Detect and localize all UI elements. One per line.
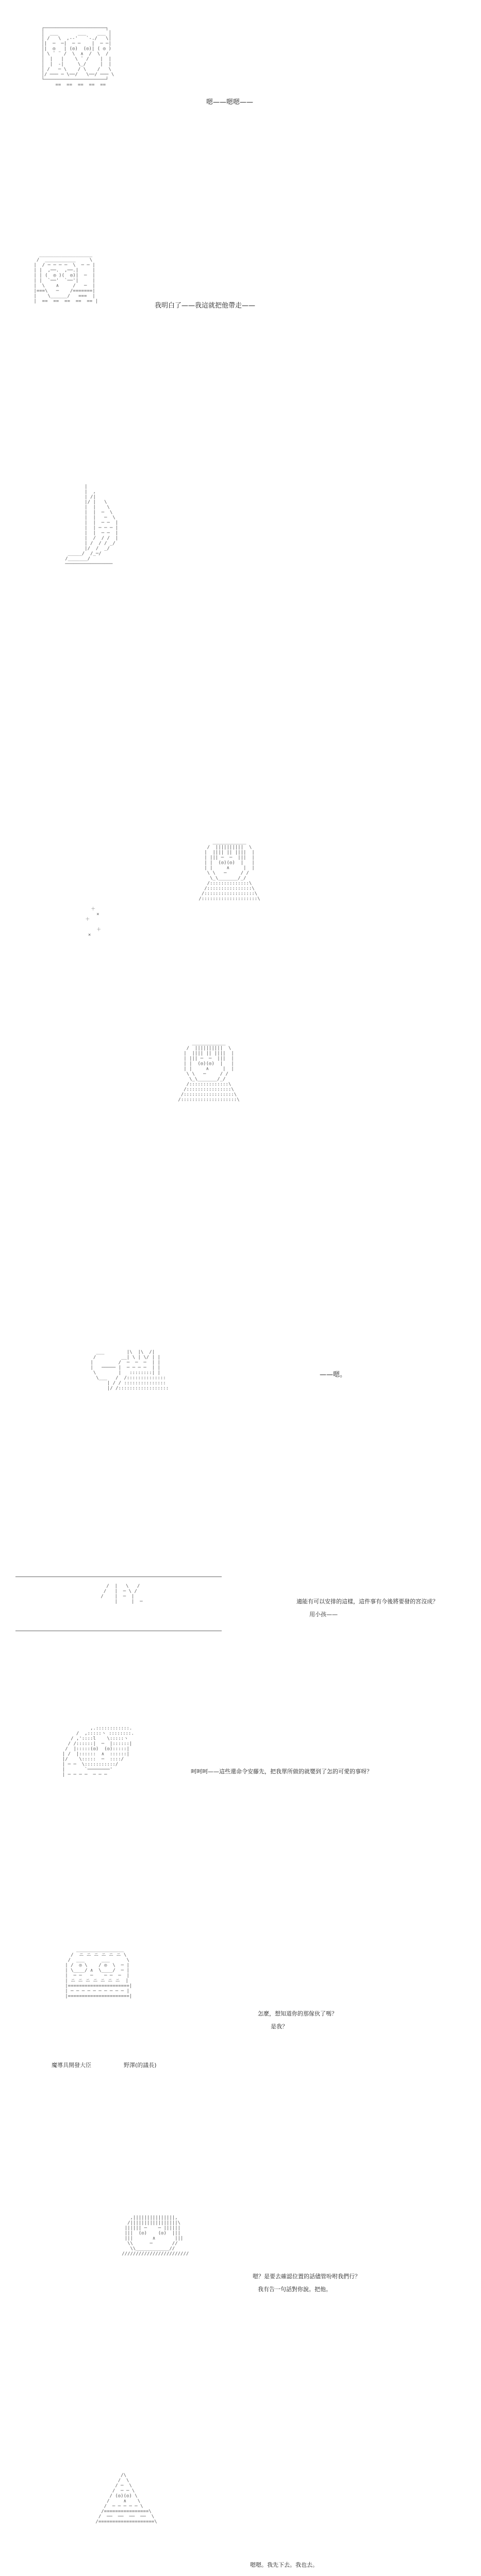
dialogue-line: 嗯嗯。我先下去。我也去。: [250, 2562, 318, 2568]
character-caption: 野澤(的議長): [124, 2062, 157, 2069]
character-caption: 魔導具開發大臣: [52, 2062, 91, 2069]
dialogue-line: ——嗯。: [320, 1371, 347, 1379]
ascii-art-figure: ┌──────────────────────┐ │ ___ ___ ___ │ │ / \ ,--' `-./ \│ │| ─ ─| ─ ─ | ─ ─| │| ◎ | (◎) (◎)| ( ◎ ) │ \ ¨ ¨ / \ ∧ / \ / │ | | \ ¨ / | | │ | ‐| \_/ | | │ / ─ \ / \ / \ │/ ─── ─ \──/ \──/ ─── \ └──────────────────────┘ == == == == ==: [41, 26, 114, 88]
panel-7: [0, 1546, 481, 1705]
ascii-art-figure: ____________ / |||||||||| \ | |||| || |||| | | ||| ─ ─ ||| | | | (◎)(◎) | | | | ∧ | | \ \ ─ / / \_\_______/_/ /::::::::::::::\ /::::::::::::::::\ /::::::::::::::::::\ /::::::::::::::::::::\: [198, 840, 260, 902]
dialogue-line: 嗯——嗯嗯——: [206, 98, 254, 106]
ascii-art-figure: _________________ / ニ ニ ニ ニ ニ ニ \ / ___ ___ \ | / ◎ \ / ◎ \ ─ | | \____/ ∧ \____/ ─ | | ─ ─ ─ ─ ─ ─ | | ニ ニ ニ ニ ニ ニ ニ | |======================| | ─ ─ ─ ─ ─ ─ ─ ─ ─ ─ | |======================|: [65, 1947, 132, 1999]
dialogue-line: 是我？: [271, 2023, 288, 2030]
ascii-art-figure: ___________________ / ___________ \ | / ─ ─ ─ ─ \ ─ ─ | | | ,──. ,──.| | | | ( ◎ )( ◎)| ─ | | | `──' `──'| | | \ ∧ / ─ | |===\ ─ /=======| | \______/ === | | == == == == == |: [34, 252, 98, 304]
panel-6: [0, 1340, 481, 1546]
ascii-art-figure: /\ / \ / ─ \ / ─ ─ \ / (◎)(◎) \ / ∧ \ / ─ ─ ─ ─ ─ \ /================\ / ── ── ── ── \ /====================\: [95, 2473, 157, 2524]
ascii-art-figure: ____________ / |||||||||| \ | |||| || |||| | | ||| ─ ─ ||| | | | (◎)(◎) | | | | ∧ | | \ \ ─ / / \_\_______/_/ /::::::::::::::\ /::::::::::::::::\ /::::::::::::::::::\ /::::::::::::::::::::\: [178, 1041, 240, 1103]
panel-8: [0, 1705, 481, 1922]
panel-2: [0, 216, 481, 474]
panel-3: [0, 474, 481, 804]
dialogue-line: 怎麼，想知道你的那傢伙了嗎？: [258, 2010, 337, 2017]
ascii-art-figure: | | , | /| |/ | \ | | \ | | ─ \ | | ─ \ | | ─ ─ | | | ─ ─ ─ | | | ─ ─ | | / / / | | / / / _/ |/ / _/ _____/ /_─/ /_______/ ─────────────────: [65, 484, 119, 567]
panel-4: [0, 804, 481, 1020]
dialogue-line: 我明白了——我這就把他帶走——: [155, 302, 256, 310]
sparkle-marks: ＋ × ＋ ＋ ×: [85, 907, 102, 938]
dialogue-line: 我有告一句話對你說。把他。: [258, 2286, 331, 2293]
dialogue-line: 嗯？是要去確認位置的話儘管吩咐我們行？: [253, 2273, 360, 2280]
panel-1: [0, 0, 481, 216]
ascii-art-figure: ___ |\ |\ /| / __| \ | \/ | | | / ─ ─ ─ | | | ───── | ─ ─ ─ ─ | | \ | ::::::::| | \___ / /:::::::::::::: | / / ::::::::::::::: |/ /::::::::::::::::::: [90, 1350, 169, 1391]
panel-5: [0, 1020, 481, 1340]
ascii-art-figure: ,|||||||||||||||, /|||||||||||||||||\ |||||| ─ ─ |||||| ||| (◎) (◎) ||| ||| ∧ ||| \\ ─ // \\____________// ////////////////////////: [122, 2215, 189, 2257]
ascii-art-figure: / | \ / / | ─ \ / / | ─ | | | ─: [101, 1584, 143, 1604]
panel-11: [0, 2452, 481, 2576]
dialogue-line: 適能有可以安排的這樣，這件事有今後將要發的宮沒成？: [296, 1598, 438, 1605]
ascii-art-figure: ,.::::::::::::. / ,:::::ヽ ::::::::. / ,'::::l \:::::ヽ / /::::::| ─ |::::::| / |:::::(◎) (◎):::::| | / |:::::: ∧ ::::::| |/ \::::: ─ ::::/ | ─ ─ \:::::::::::/ | `────────' | ─ ─ ─ ─ ─ ─ ─: [62, 1726, 134, 1777]
panel-10: [0, 2195, 481, 2452]
dialogue-line: 用小孩——: [309, 1611, 338, 1618]
dialogue-line: 呵呵呵——這些還命令安藤先，把我單所做的就嬰到了怎的可愛的事呀？: [191, 1768, 372, 1775]
panel-9: [0, 1922, 481, 2195]
